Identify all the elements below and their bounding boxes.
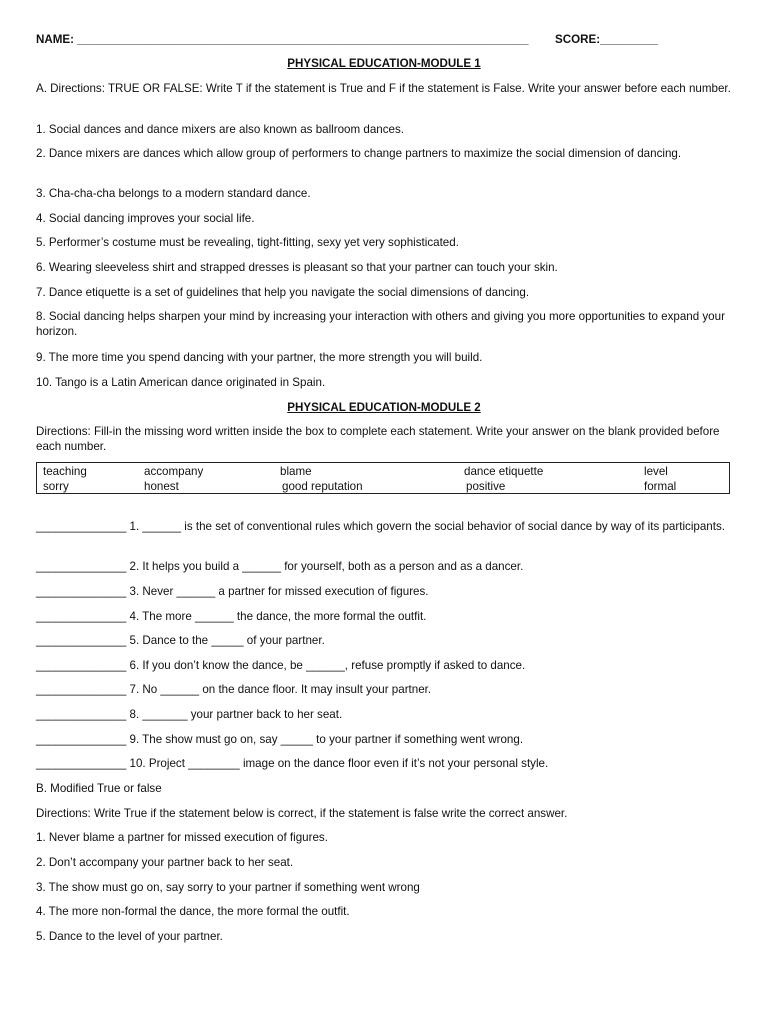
module1-item: 8. Social dancing helps sharpen your mind by increasing your interaction with others and giving you more opportunities to expand your horizon. xyxy=(36,310,725,338)
module2-item: ______________ 3. Never ______ a partner for missed execution of figures. xyxy=(36,585,429,598)
word-box-word: level xyxy=(644,465,668,478)
module2-item: ______________ 5. Dance to the _____ of your partner. xyxy=(36,634,325,647)
module1-title: PHYSICAL EDUCATION-MODULE 1 xyxy=(287,57,481,70)
module2-item: ______________ 1. ______ is the set of conventional rules which govern the social behavior of social dance by way of its participants. xyxy=(36,520,725,533)
module2-directions: Directions: Fill-in the missing word written inside the box to complete each statement. Write your answer on the blank provided before each number. xyxy=(36,425,720,453)
sectionB-directions: Directions: Write True if the statement below is correct, if the statement is false write the correct answer. xyxy=(36,807,568,820)
module2-title: PHYSICAL EDUCATION-MODULE 2 xyxy=(287,401,481,414)
module2-item: ______________ 2. It helps you build a ______ for yourself, both as a person and as a dancer. xyxy=(36,560,524,573)
module1-item: 9. The more time you spend dancing with your partner, the more strength you will build. xyxy=(36,351,483,364)
module2-item: ______________ 8. _______ your partner back to her seat. xyxy=(36,708,343,721)
module1-item: 6. Wearing sleeveless shirt and strapped dresses is pleasant so that your partner can touch your skin. xyxy=(36,261,558,274)
word-box xyxy=(36,462,730,494)
word-box-word: teaching xyxy=(43,465,87,478)
module2-item: ______________ 9. The show must go on, say _____ to your partner if something went wrong. xyxy=(36,733,524,746)
module1-directions: A. Directions: TRUE OR FALSE: Write T if the statement is True and F if the statement is False. Write your answer before each number. xyxy=(36,82,731,95)
sectionB-item: 4. The more non-formal the dance, the more formal the outfit. xyxy=(36,905,350,918)
sectionB-title: B. Modified True or false xyxy=(36,782,162,795)
module2-item: ______________ 7. No ______ on the dance floor. It may insult your partner. xyxy=(36,683,432,696)
word-box-word: accompany xyxy=(144,465,204,478)
sectionB-item: 2. Don’t accompany your partner back to her seat. xyxy=(36,856,294,869)
sectionB-item: 1. Never blame a partner for missed execution of figures. xyxy=(36,831,328,844)
module1-item: 2. Dance mixers are dances which allow group of performers to change partners to maximize the social dimension of dancing. xyxy=(36,147,682,160)
word-box-word: dance etiquette xyxy=(464,465,544,478)
word-box-word: formal xyxy=(644,480,677,493)
module1-item: 10. Tango is a Latin American dance originated in Spain. xyxy=(36,376,326,389)
word-box-word: sorry xyxy=(43,480,69,493)
module1-item: 1. Social dances and dance mixers are also known as ballroom dances. xyxy=(36,123,404,136)
score-line: SCORE:_________ xyxy=(555,33,659,46)
sectionB-item: 5. Dance to the level of your partner. xyxy=(36,930,223,943)
module2-item: ______________ 4. The more ______ the dance, the more formal the outfit. xyxy=(36,610,427,623)
module2-item: ______________ 10. Project ________ image on the dance floor even if it’s not your personal style. xyxy=(36,757,549,770)
word-box-word: good reputation xyxy=(282,480,363,493)
module1-item: 3. Cha-cha-cha belongs to a modern standard dance. xyxy=(36,187,311,200)
word-box-word: honest xyxy=(144,480,179,493)
name-line: NAME: ______________________________________________________________________ xyxy=(36,33,529,46)
word-box-word: blame xyxy=(280,465,312,478)
sectionB-item: 3. The show must go on, say sorry to your partner if something went wrong xyxy=(36,881,420,894)
module2-item: ______________ 6. If you don’t know the dance, be ______, refuse promptly if asked to dance. xyxy=(36,659,526,672)
module1-item: 4. Social dancing improves your social life. xyxy=(36,212,255,225)
module1-item: 7. Dance etiquette is a set of guidelines that help you navigate the social dimensions of dancing. xyxy=(36,286,530,299)
module1-item: 5. Performer’s costume must be revealing, tight-fitting, sexy yet very sophisticated. xyxy=(36,236,459,249)
word-box-word: positive xyxy=(466,480,506,493)
